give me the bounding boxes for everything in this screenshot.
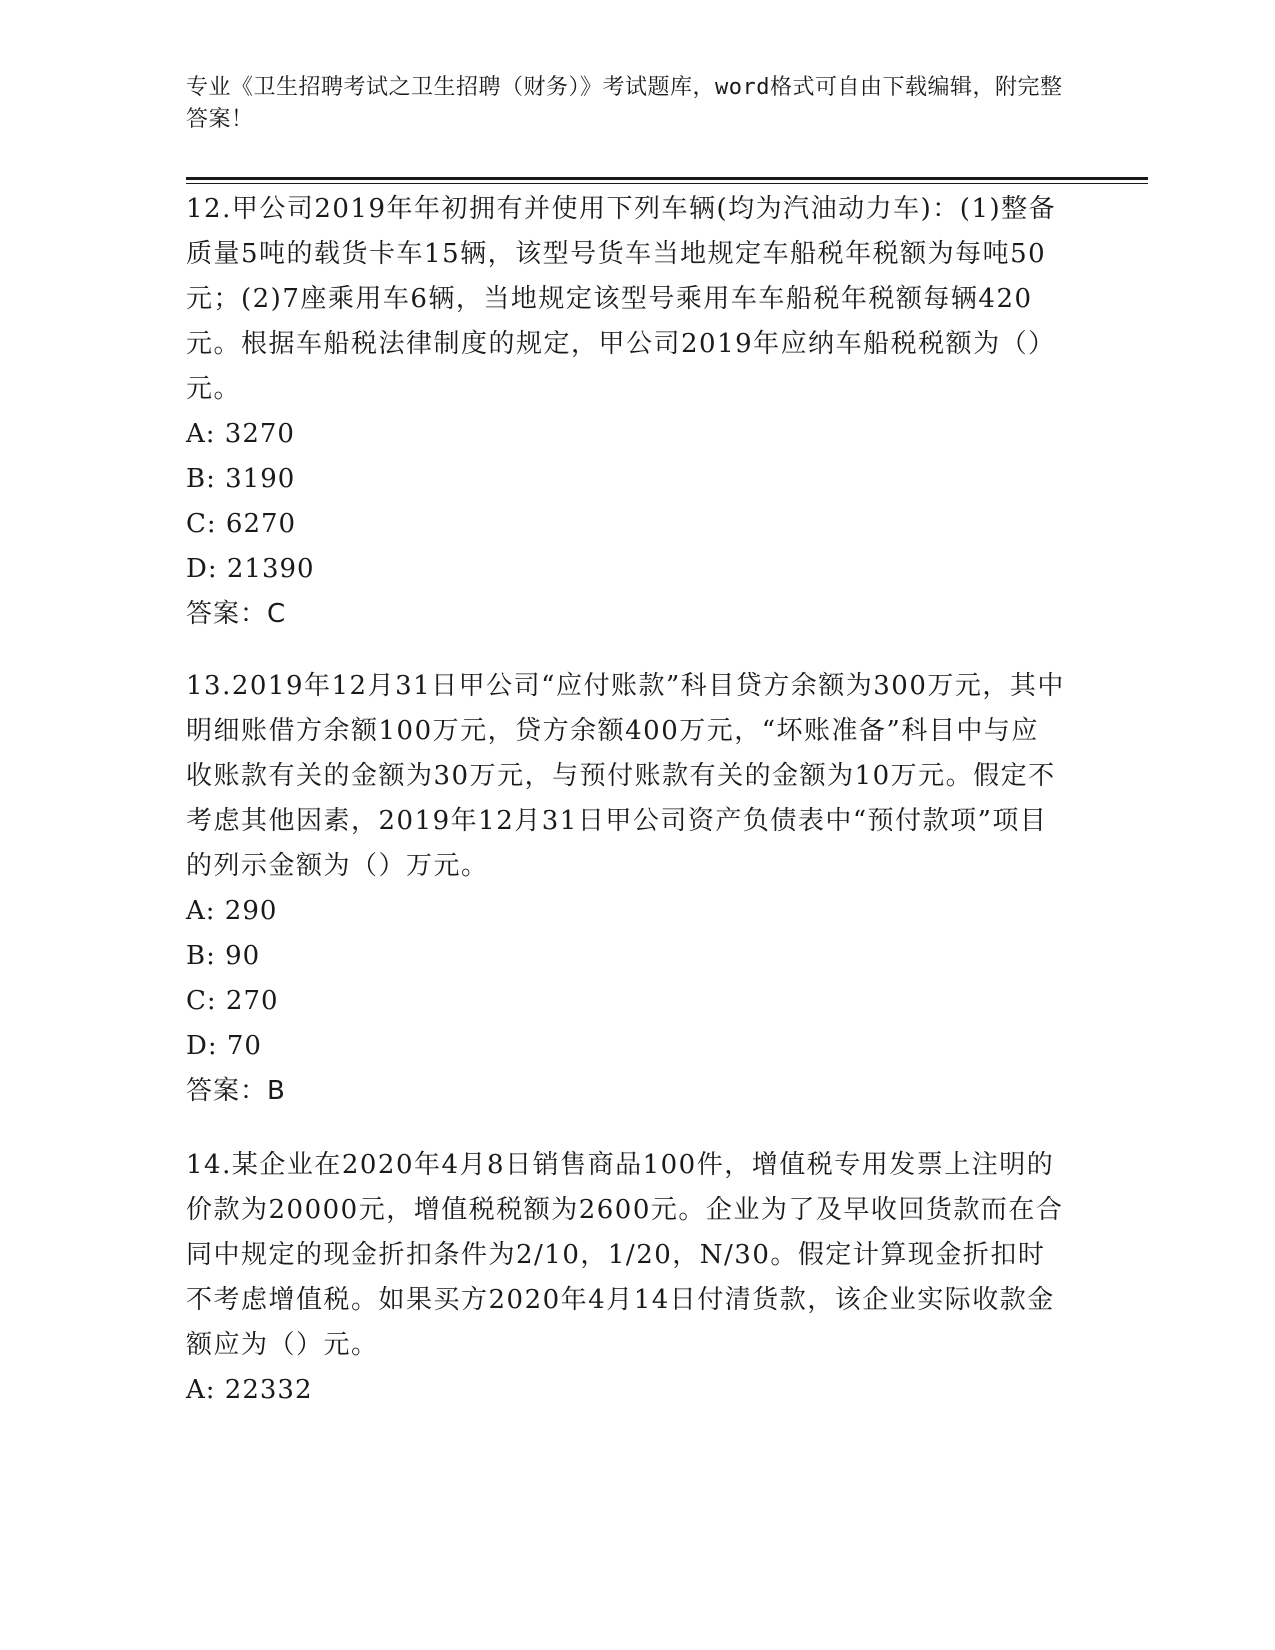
option-c: C: 270 xyxy=(186,986,279,1016)
answer-line: 答案：C xyxy=(186,599,287,629)
option-d: D: 21390 xyxy=(186,554,315,584)
header-divider-thick xyxy=(186,177,1148,180)
question-14 xyxy=(186,1143,1066,1413)
option-b: B: 3190 xyxy=(186,464,296,494)
question-stem: 12.甲公司2019年年初拥有并使用下列车辆(均为汽油动力车)：(1)整备质量5吨的载货卡车15辆，该型号货车当地规定车船税年税额为每吨50元；(2)7座乘用车6辆，当地规定该型号乘用车车船税年税额每辆420元。根据车船税法律制度的规定，甲公司2019年应纳车船税税额为（）元。 xyxy=(186,194,1057,404)
option-a: A: 290 xyxy=(186,896,278,926)
document-header: 专业《卫生招聘考试之卫生招聘（财务）》考试题库，word格式可自由下载编辑，附完整答案！ xyxy=(186,75,1063,132)
option-b: B: 90 xyxy=(186,941,261,971)
question-stem: 13.2019年12月31日甲公司“应付账款”科目贷方余额为300万元，其中明细账借方余额100万元，贷方余额400万元，“坏账准备”科目中与应收账款有关的金额为30万元，与预付账款有关的金额为10万元。假定不考虑其他因素，2019年12月31日甲公司资产负债表中“预付款项”项目的列示金额为（）万元。 xyxy=(186,671,1065,881)
option-a: A: 22332 xyxy=(186,1375,313,1405)
answer-line: 答案：B xyxy=(186,1076,286,1106)
option-c: C: 6270 xyxy=(186,509,297,539)
option-a: A: 3270 xyxy=(186,419,295,449)
option-d: D: 70 xyxy=(186,1031,262,1061)
question-13 xyxy=(186,664,1066,1114)
question-12 xyxy=(186,187,1066,637)
question-stem: 14.某企业在2020年4月8日销售商品100件，增值税专用发票上注明的价款为20000元，增值税税额为2600元。企业为了及早收回货款而在合同中规定的现金折扣条件为2/10，1/20，N/30。假定计算现金折扣时不考虑增值税。如果买方2020年4月14日付清货款，该企业实际收款金额应为（）元。 xyxy=(186,1150,1064,1360)
header-divider-thin xyxy=(186,183,1148,184)
